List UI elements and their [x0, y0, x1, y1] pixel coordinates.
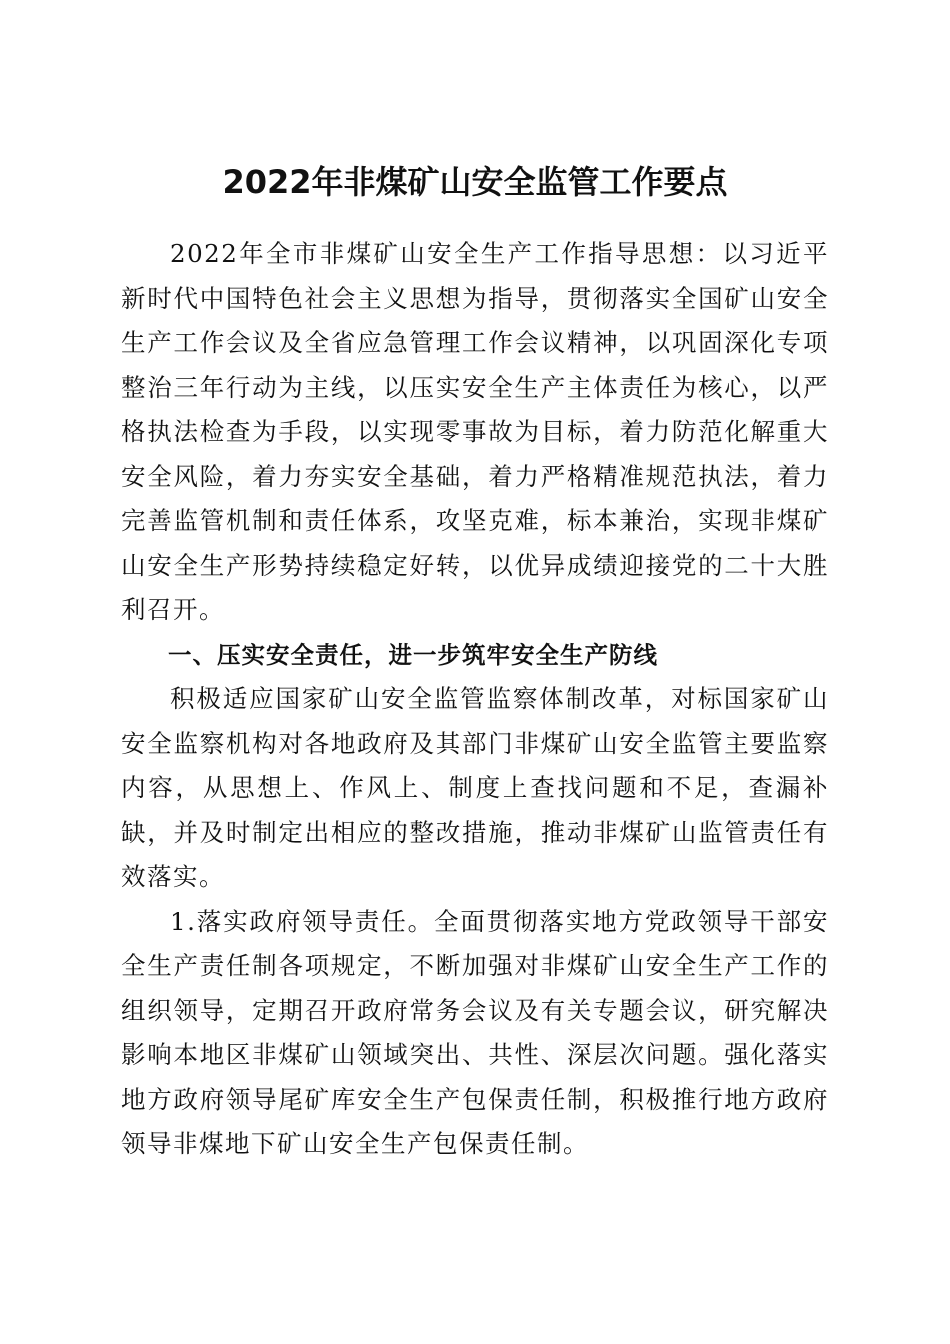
document-title: 2022年非煤矿山安全监管工作要点 — [222, 163, 728, 202]
section-1-paragraph: 积极适应国家矿山安全监管监察体制改革，对标国家矿山安全监察机构对各地政府及其部门非煤矿山安全监管主要监察内容，从思想上、作风上、制度上查找问题和不足，查漏补缺，并及时制定出相应的整改措施，推动非煤矿山监管责任有效落实。 — [121, 684, 829, 891]
item-1-paragraph: 1.落实政府领导责任。全面贯彻落实地方党政领导干部安全生产责任制各项规定，不断加强对非煤矿山安全生产工作的组织领导，定期召开政府常务会议及有关专题会议，研究解决影响本地区非煤矿山领域突出、共性、深层次问题。强化落实地方政府领导尾矿库安全生产包保责任制，积极推行地方政府领导非煤地下矿山安全生产包保责任制。 — [121, 906, 829, 1158]
intro-paragraph: 2022年全市非煤矿山安全生产工作指导思想：以习近平新时代中国特色社会主义思想为指导，贯彻落实全国矿山安全生产工作会议及全省应急管理工作会议精神，以巩固深化专项整治三年行动为主线，以压实安全生产主体责任为核心，以严格执法检查为手段，以实现零事故为目标，着力防范化解重大安全风险，着力夯实安全基础，着力严格精准规范执法，着力完善监管机制和责任体系，攻坚克难，标本兼治，实现非煤矿山安全生产形势持续稳定好转，以优异成绩迎接党的二十大胜利召开。 — [121, 239, 829, 624]
document-body — [121, 232, 829, 1167]
section-1-heading: 一、压实安全责任，进一步筑牢安全生产防线 — [168, 640, 658, 669]
